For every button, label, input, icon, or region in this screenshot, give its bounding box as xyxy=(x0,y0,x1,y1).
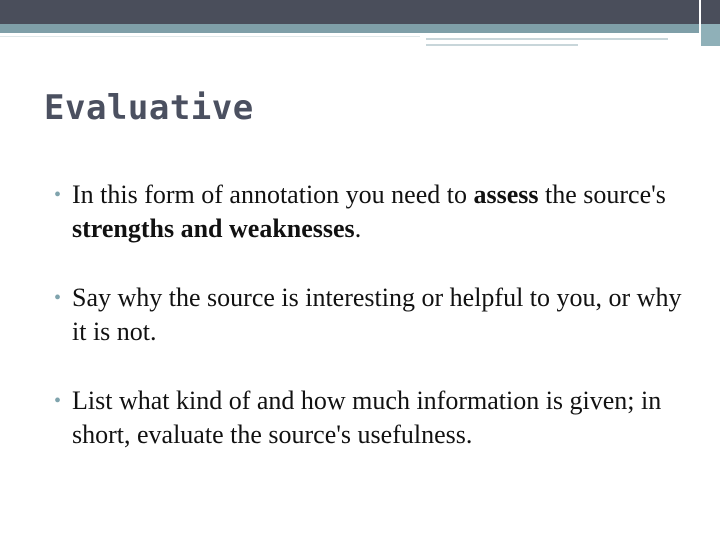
decor-line-long xyxy=(426,38,668,40)
bullet-text: In this form of annotation you need to assess the source's strengths and weaknesses. xyxy=(72,180,666,243)
emphasis-text: strengths and weaknesses xyxy=(72,214,355,243)
bullet-text: Say why the source is interesting or helpful to you, or why it is not. xyxy=(72,283,682,346)
bullet-item xyxy=(52,178,692,246)
decor-line-short xyxy=(426,44,578,46)
bullet-list xyxy=(52,178,692,487)
slide-title: Evaluative xyxy=(44,88,254,128)
header-bar xyxy=(0,0,720,24)
bullet-item xyxy=(52,281,692,349)
bullet-dot-icon: • xyxy=(54,184,62,206)
bullet-dot-icon: • xyxy=(54,390,62,412)
accent-band xyxy=(0,24,700,33)
decor-line-left xyxy=(0,36,420,37)
bullet-text: List what kind of and how much information is given; in short, evaluate the source's usefulness. xyxy=(72,386,662,449)
bullet-item xyxy=(52,384,692,452)
emphasis-text: assess xyxy=(473,180,539,209)
accent-band-right xyxy=(701,24,720,46)
bullet-dot-icon: • xyxy=(54,287,62,309)
